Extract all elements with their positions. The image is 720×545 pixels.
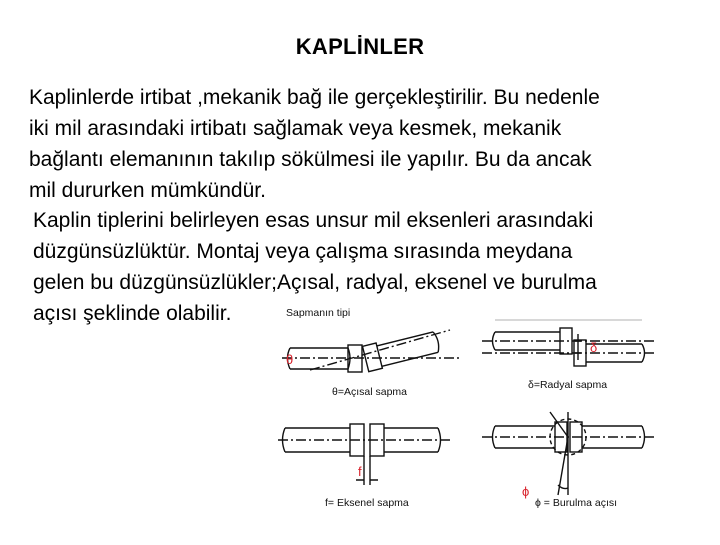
angular-caption: θ=Açısal sapma bbox=[332, 386, 407, 398]
page-title: KAPLİNLER bbox=[295, 34, 425, 59]
torsion-caption: ϕ = Burulma açısı bbox=[535, 497, 618, 509]
torsion-misalignment-diagram bbox=[482, 412, 655, 495]
theta-symbol: θ bbox=[286, 352, 294, 367]
types-line-2: düzgünsüzlüktür. Montaj veya çalışma sırasında meydana bbox=[33, 240, 573, 263]
axial-caption: f= Eksenel sapma bbox=[325, 497, 409, 509]
intro-line-4: mil dururken mümkündür. bbox=[29, 179, 266, 202]
radial-misalignment-diagram bbox=[482, 320, 655, 366]
angular-misalignment-diagram bbox=[282, 328, 460, 372]
delta-symbol: δ bbox=[590, 340, 598, 355]
radial-caption: δ=Radyal sapma bbox=[528, 379, 608, 391]
intro-line-2: iki mil arasındaki irtibatı sağlamak veya kesmek, mekanik bbox=[29, 117, 562, 140]
intro-paragraph bbox=[29, 82, 699, 206]
types-line-3: gelen bu düzgünsüzlükler;Açısal, radyal, eksenel ve burulma bbox=[33, 271, 597, 294]
axial-misalignment-diagram bbox=[278, 424, 450, 485]
types-line-4: açısı şeklinde olabilir. bbox=[33, 302, 232, 325]
intro-line-1: Kaplinlerde irtibat ,mekanik bağ ile gerçekleştirilir. Bu nedenle bbox=[29, 86, 600, 109]
figure-header: Sapmanın tipi bbox=[286, 307, 351, 319]
intro-line-3: bağlantı elemanının takılıp sökülmesi ile yapılır. Bu da ancak bbox=[29, 148, 592, 171]
phi-symbol: ϕ bbox=[522, 484, 530, 499]
f-symbol: f bbox=[358, 464, 362, 479]
misalignment-figure bbox=[270, 300, 720, 540]
types-line-1: Kaplin tiplerini belirleyen esas unsur mil eksenleri arasındaki bbox=[33, 209, 594, 232]
